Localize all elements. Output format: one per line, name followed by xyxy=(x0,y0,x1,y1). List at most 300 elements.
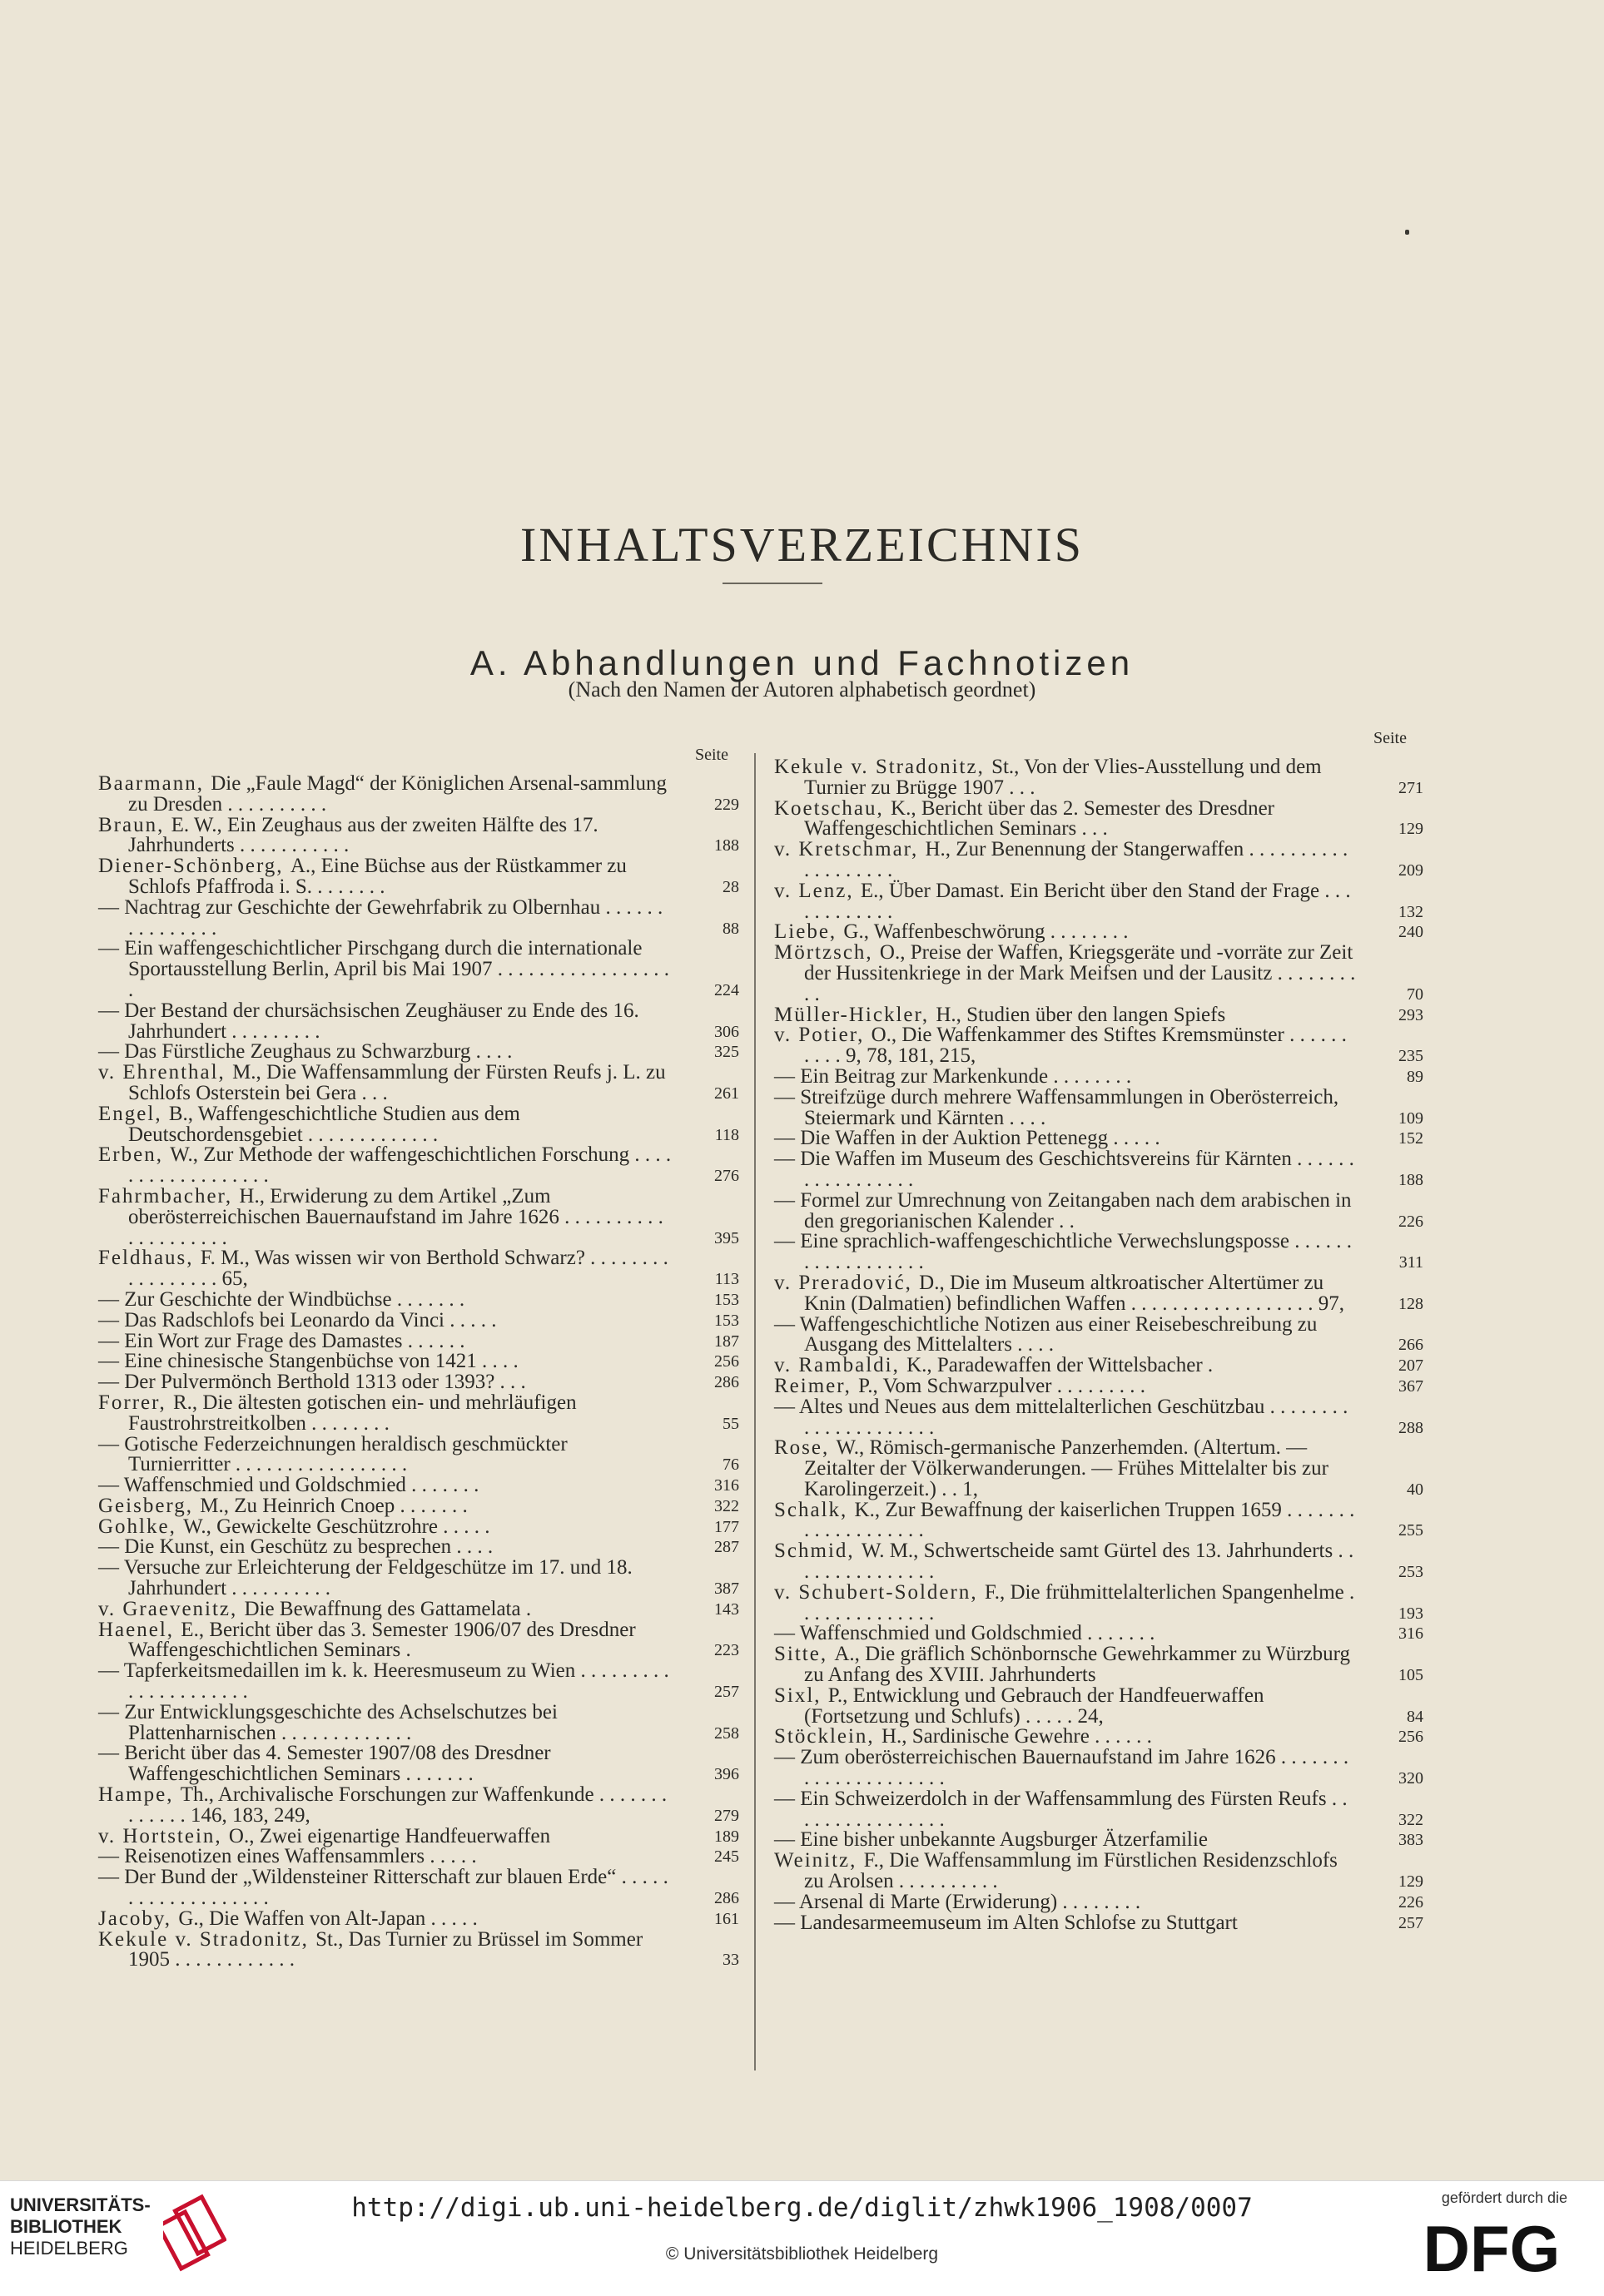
toc-entry-page: 33 xyxy=(723,1951,739,1970)
toc-entry xyxy=(774,1128,1423,1149)
toc-entry-text: H., Erwiderung zu dem Artikel „Zum oberösterreichischen Bauernaufstand im Jahre 1626 . . . . . . . . . . . . . . . . . . . . xyxy=(128,1184,663,1249)
toc-entry-title xyxy=(98,1432,684,1476)
toc-entry-title xyxy=(98,1372,684,1393)
toc-entry-page: 253 xyxy=(1398,1563,1423,1582)
toc-entry xyxy=(98,1743,739,1785)
toc-entry-page: 209 xyxy=(1398,860,1423,880)
toc-entry-title xyxy=(98,1517,684,1538)
toc-entry-text: M., Zu Heinrich Cnoep . . . . . . . xyxy=(200,1494,468,1517)
toc-entry-title xyxy=(774,1686,1368,1728)
dfg-logo-text: DFG xyxy=(1423,2214,1561,2279)
toc-entry-title xyxy=(98,1927,684,1971)
toc-entry-page: 129 xyxy=(1398,820,1423,839)
toc-entry-title xyxy=(98,1287,684,1311)
toc-entry-title xyxy=(98,1909,684,1930)
toc-entry-text: W. M., Schwertscheide samt Gürtel des 13. Jahrhunderts . . . . . . . . . . . . . . . xyxy=(804,1540,1354,1584)
toc-entry xyxy=(774,1397,1423,1439)
right-column xyxy=(774,757,1423,1933)
toc-entry-text: — Der Pulvermönch Berthold 1313 oder 1393? . . . xyxy=(98,1371,526,1394)
toc-entry xyxy=(98,1847,739,1867)
toc-entry xyxy=(774,1892,1423,1913)
left-column-page-header: Seite xyxy=(695,746,728,764)
toc-entry-author: v. Kretschmar, xyxy=(774,838,926,861)
toc-entry-page: 287 xyxy=(714,1538,739,1557)
toc-entry xyxy=(774,1376,1423,1397)
toc-entry xyxy=(774,1789,1423,1831)
toc-entry-title xyxy=(774,796,1368,841)
toc-entry-text: — Ein Schweizerdolch in der Waffensammlung des Fürsten Reufs . . . . . . . . . . . . . . . . xyxy=(774,1787,1348,1831)
toc-entry-author: Geisberg, xyxy=(98,1494,201,1517)
toc-entry-page: 256 xyxy=(1398,1728,1423,1747)
toc-entry-title xyxy=(774,1005,1368,1026)
toc-entry-title xyxy=(774,1644,1368,1686)
toc-entry-text: W., Gewickelte Geschützrohre . . . . . xyxy=(183,1515,490,1538)
toc-entry-page: 255 xyxy=(1398,1521,1423,1540)
toc-entry-text: O., Preise der Waffen, Kriegsgeräte und -vorräte zur Zeit der Hussitenkriege in der Mark Meifsen und der Lausitz . . . . . . . . . . xyxy=(804,941,1356,1005)
toc-entry-page: 177 xyxy=(714,1517,739,1536)
toc-entry-page: 132 xyxy=(1398,902,1423,921)
toc-entry xyxy=(98,1475,739,1496)
toc-entry-page: 161 xyxy=(714,1909,739,1928)
toc-entry xyxy=(98,813,739,857)
toc-entry-title xyxy=(774,1312,1368,1356)
toc-entry xyxy=(774,1500,1423,1542)
toc-entry xyxy=(98,1042,739,1063)
toc-entry xyxy=(774,757,1423,799)
toc-entry-text: A., Die gräflich Schönbornsche Gewehrkammer zu Würzburg zu Anfang des XVIII. Jahrhunderts xyxy=(804,1643,1351,1687)
toc-entry xyxy=(98,1372,739,1393)
funding-label: gefördert durch die xyxy=(1441,2189,1567,2206)
toc-entry-page: 188 xyxy=(1398,1170,1423,1189)
toc-entry-page: 128 xyxy=(1398,1294,1423,1313)
toc-entry-title xyxy=(98,774,684,816)
toc-entry-page: 88 xyxy=(723,919,739,938)
toc-entry-page: 261 xyxy=(714,1084,739,1103)
toc-entry-text: D., Die im Museum altkroatischer Altertümer zu Knin (Dalmatien) befindlichen Waffen . . . . . . . . . . . . . . . . . . 97, xyxy=(804,1271,1345,1315)
toc-entry-text: — Landesarmeemuseum im Alten Schlofse zu Stuttgart xyxy=(774,1911,1238,1934)
toc-entry xyxy=(774,1748,1423,1789)
toc-entry xyxy=(98,856,739,898)
toc-entry-page: 279 xyxy=(714,1806,739,1825)
toc-entry-text: — Eine chinesische Stangenbüchse von 1421 . . . . xyxy=(98,1350,519,1373)
toc-entry-title xyxy=(98,1558,684,1599)
toc-entry-title xyxy=(98,813,684,857)
toc-entry-text: — Waffengeschichtliche Notizen aus einer Reisebeschreibung zu Ausgang des Mittelalters . . . . xyxy=(774,1312,1318,1356)
toc-entry xyxy=(98,939,739,1000)
toc-entry xyxy=(774,1830,1423,1851)
toc-entry-title xyxy=(98,1867,684,1909)
toc-entry xyxy=(774,1025,1423,1067)
toc-entry-text: F., Die Waffensammlung im Fürstlichen Residenzschlofs zu Arolsen . . . . . . . . . . xyxy=(804,1849,1338,1893)
toc-entry-author: Hampe, xyxy=(98,1783,181,1807)
toc-entry xyxy=(774,840,1423,881)
toc-entry-text: H., Studien über den langen Spiefs xyxy=(936,1003,1226,1026)
toc-entry-author: Schmid, xyxy=(774,1540,862,1563)
toc-entry-title xyxy=(774,757,1368,799)
toc-entry xyxy=(774,1149,1423,1191)
toc-entry xyxy=(98,1909,739,1930)
toc-entry xyxy=(98,1287,739,1311)
toc-entry-title xyxy=(774,1500,1368,1542)
toc-entry xyxy=(98,1351,739,1372)
toc-entry-page: 325 xyxy=(714,1043,739,1062)
toc-entry-author: v. Lenz, xyxy=(774,879,861,902)
toc-entry-author: Stöcklein, xyxy=(774,1725,881,1748)
section-heading: A. Abhandlungen und Fachnotizen xyxy=(469,642,1135,682)
toc-entry-text: — Tapferkeitsmedaillen im k. k. Heeresmuseum zu Wien . . . . . . . . . . . . . . . . . . . . . xyxy=(98,1659,669,1703)
toc-entry xyxy=(774,1913,1423,1934)
toc-entry-author: Schalk, xyxy=(774,1498,855,1521)
toc-entry-author: v. Hortstein, xyxy=(98,1824,229,1847)
toc-entry-title xyxy=(98,856,684,898)
toc-entry-title xyxy=(774,1913,1368,1934)
toc-entry xyxy=(774,1005,1423,1026)
toc-entry-text: — Streifzüge durch mehrere Waffensammlungen in Oberösterreich, Steiermark und Kärnten . . . . xyxy=(774,1085,1339,1129)
toc-entry xyxy=(774,922,1423,943)
toc-entry-author: Mörtzsch, xyxy=(774,941,880,965)
toc-entry-author: Baarmann, xyxy=(98,772,211,795)
toc-entry-text: Die „Faule Magd“ der Königlichen Arsenal-sammlung zu Dresden . . . . . . . . . . xyxy=(128,772,668,816)
toc-entry-page: 76 xyxy=(723,1455,739,1475)
toc-entry-title xyxy=(774,1025,1368,1067)
toc-entry xyxy=(98,1620,739,1662)
toc-entry-title xyxy=(774,1892,1368,1913)
toc-entry-page: 286 xyxy=(714,1373,739,1392)
toc-entry-text: — Der Bund der „Wildensteiner Ritterschaft zur blauen Erde“ . . . . . . . . . . . . . . . . . . . xyxy=(98,1866,668,1910)
toc-entry-page: 152 xyxy=(1398,1129,1423,1148)
permalink-url[interactable]: http://digi.ub.uni-heidelberg.de/diglit/zhwk1906_1908/0007 xyxy=(351,2193,1253,2223)
toc-entry-author: v. Rambaldi, xyxy=(774,1354,907,1377)
toc-entry xyxy=(98,1432,739,1476)
toc-entry-title xyxy=(98,1785,684,1827)
toc-entry xyxy=(774,881,1423,923)
toc-entry-author: Haenel, xyxy=(98,1618,181,1641)
toc-entry xyxy=(774,1085,1423,1129)
footer-bar xyxy=(0,2180,1604,2296)
toc-entry-title xyxy=(774,881,1368,923)
library-name-line1: UNIVERSITÄTS- xyxy=(10,2194,151,2215)
toc-entry-author: Feldhaus, xyxy=(98,1247,201,1270)
toc-entry-title xyxy=(774,943,1368,1004)
toc-entry-page: 276 xyxy=(714,1167,739,1186)
toc-entry-page: 40 xyxy=(1407,1480,1423,1499)
toc-entry-text: — Ein Wort zur Frage des Damastes . . . . . . xyxy=(98,1329,465,1352)
page-title: INHALTSVERZEICHNIS xyxy=(520,517,1084,572)
toc-entry-text: — Bericht über das 4. Semester 1907/08 des Dresdner Waffengeschichtlichen Seminars . . . . . . . xyxy=(98,1742,551,1786)
toc-entry-text: — Nachtrag zur Geschichte der Gewehrfabrik zu Olbernhau . . . . . . . . . . . . . . . xyxy=(98,895,663,940)
toc-entry-page: 207 xyxy=(1398,1356,1423,1376)
toc-entry-page: 84 xyxy=(1407,1707,1423,1726)
toc-entry-text: E., Über Damast. Ein Bericht über den Stand der Frage . . . . . . . . . . . . xyxy=(804,879,1351,923)
section-subtitle: (Nach den Namen der Autoren alphabetisch geordnet) xyxy=(568,677,1036,702)
toc-entry-title xyxy=(98,1599,684,1620)
toc-entry-title xyxy=(774,922,1368,943)
toc-entry-page: 293 xyxy=(1398,1005,1423,1024)
toc-entry-author: Rose, xyxy=(774,1436,837,1460)
toc-entry xyxy=(98,1517,739,1538)
toc-entry xyxy=(774,796,1423,841)
toc-entry xyxy=(98,1001,739,1043)
toc-entry-title xyxy=(98,1847,684,1867)
toc-entry xyxy=(774,1064,1423,1088)
toc-entry-text: — Die Waffen im Museum des Geschichtsvereins für Kärnten . . . . . . . . . . . . . . . . . xyxy=(774,1148,1354,1191)
toc-entry xyxy=(774,1624,1423,1644)
toc-entry xyxy=(774,1232,1423,1273)
toc-entry-title xyxy=(774,1128,1368,1149)
toc-entry-page: 153 xyxy=(714,1311,739,1330)
toc-entry-text: — Waffenschmied und Goldschmied . . . . . . . xyxy=(98,1474,479,1497)
toc-entry-title xyxy=(98,1184,684,1249)
toc-entry-author: Sixl, xyxy=(774,1684,828,1707)
ink-speck xyxy=(1405,230,1409,235)
toc-entry-title xyxy=(774,1851,1368,1892)
toc-entry xyxy=(774,1727,1423,1748)
toc-entry xyxy=(774,1312,1423,1356)
toc-entry-author: v. Schubert-Soldern, xyxy=(774,1580,985,1604)
toc-entry-text: B., Waffengeschichtliche Studien aus dem Deutschordensgebiet . . . . . . . . . . . . . xyxy=(128,1102,520,1146)
toc-entry-page: 320 xyxy=(1398,1769,1423,1788)
toc-entry-author: Sitte, xyxy=(774,1643,835,1666)
toc-entry-title xyxy=(98,1063,684,1104)
toc-entry-author: v. Ehrenthal, xyxy=(98,1061,233,1084)
toc-entry-title xyxy=(98,1104,684,1146)
toc-entry-text: K., Zur Bewaffnung der kaiserlichen Truppen 1659 . . . . . . . . . . . . . . . . . . . xyxy=(804,1498,1355,1542)
dfg-logo-icon[interactable] xyxy=(1413,2214,1571,2279)
toc-entry-page: 288 xyxy=(1398,1418,1423,1437)
toc-entry xyxy=(98,1496,739,1517)
toc-entry-page: 256 xyxy=(714,1352,739,1371)
toc-entry-title xyxy=(774,1748,1368,1789)
toc-entry-text: H., Zur Benennung der Stangerwaffen . . . . . . . . . . . . . . . . . . . xyxy=(804,838,1348,881)
toc-entry-author: Weinitz, xyxy=(774,1849,864,1872)
toc-entry xyxy=(98,1063,739,1104)
toc-entry-text: — Die Waffen in der Auktion Pettenegg . . . . . xyxy=(774,1127,1160,1150)
toc-entry-title xyxy=(774,1273,1368,1315)
toc-entry-page: 226 xyxy=(1398,1212,1423,1231)
toc-entry-page: 70 xyxy=(1407,984,1423,1004)
toc-entry-title xyxy=(98,895,684,940)
toc-entry-title xyxy=(98,1700,684,1744)
toc-entry-text: — Arsenal di Marte (Erwiderung) . . . . . . . . xyxy=(774,1890,1141,1913)
toc-entry-title xyxy=(774,1397,1368,1439)
toc-entry xyxy=(98,1867,739,1909)
toc-entry-title xyxy=(98,1824,684,1847)
toc-entry-page: 316 xyxy=(714,1476,739,1495)
toc-entry xyxy=(774,1644,1423,1686)
toc-entry-title xyxy=(98,1001,684,1043)
toc-entry-text: — Zum oberösterreichischen Bauernaufstand im Jahre 1626 . . . . . . . . . . . . . . . . . . . . . xyxy=(774,1746,1349,1790)
toc-entry-title xyxy=(774,1789,1368,1831)
toc-entry-text: — Das Fürstliche Zeughaus zu Schwarzburg . . . . xyxy=(98,1040,513,1064)
toc-entry-title xyxy=(98,1661,684,1703)
toc-entry-text: — Eine bisher unbekannte Augsburger Ätzerfamilie xyxy=(774,1828,1208,1852)
toc-entry-text: O., Die Waffenkammer des Stiftes Kremsmünster . . . . . . . . . . 9, 78, 181, 215, xyxy=(804,1024,1347,1068)
toc-entry-text: — Zur Geschichte der Windbüchse . . . . . . . xyxy=(98,1287,465,1311)
toc-entry xyxy=(98,1184,739,1249)
toc-entry-text: K., Bericht über das 2. Semester des Dresdner Waffengeschichtlichen Seminars . . . xyxy=(804,796,1275,841)
toc-entry-author: Gohlke, xyxy=(98,1515,184,1538)
toc-entry-page: 257 xyxy=(1398,1913,1423,1932)
toc-entry-author: v. Potier, xyxy=(774,1024,872,1047)
toc-entry-page: 322 xyxy=(714,1496,739,1515)
toc-entry-text: — Eine sprachlich-waffengeschichtliche Verwechslungsposse . . . . . . . . . . . . . . . . . . xyxy=(774,1230,1353,1274)
toc-entry-title xyxy=(774,1624,1368,1644)
toc-entry-author: v. Graevenitz, xyxy=(98,1597,245,1620)
toc-entry-title xyxy=(98,1145,684,1187)
toc-entry xyxy=(98,1393,739,1435)
toc-entry xyxy=(98,1145,739,1187)
toc-entry-author: Engel, xyxy=(98,1102,169,1125)
toc-entry-page: 188 xyxy=(714,836,739,855)
toc-entry-page: 387 xyxy=(714,1579,739,1599)
toc-entry-page: 245 xyxy=(714,1847,739,1867)
toc-entry-author: Liebe, xyxy=(774,920,844,944)
toc-entry-title xyxy=(774,1727,1368,1748)
toc-entry-text: — Ein waffengeschichtlicher Pirschgang durch die internationale Sportausstellung Berlin, April bis Mai 1907 . . . . . . . . . . . . . . . . . . xyxy=(98,937,669,1001)
toc-entry-text: E. W., Ein Zeughaus aus der zweiten Hälfte des 17. Jahrhunderts . . . . . . . . . . . xyxy=(128,813,598,857)
toc-entry xyxy=(98,1599,739,1620)
toc-entry-title xyxy=(774,1376,1368,1397)
toc-entry-text: K., Paradewaffen der Wittelsbacher . xyxy=(906,1354,1214,1377)
toc-entry-title xyxy=(98,1743,684,1785)
toc-entry xyxy=(774,1438,1423,1500)
toc-entry-page: 271 xyxy=(1398,778,1423,797)
toc-entry-page: 28 xyxy=(723,877,739,896)
toc-entry xyxy=(98,774,739,816)
toc-entry-title xyxy=(774,1580,1368,1624)
toc-entry-text: G., Waffenbeschwörung . . . . . . . . xyxy=(843,920,1129,944)
toc-entry-page: 118 xyxy=(714,1125,739,1144)
toc-entry-page: 129 xyxy=(1398,1872,1423,1892)
toc-entry-text: H., Sardinische Gewehre . . . . . . xyxy=(881,1725,1152,1748)
toc-entry-text: P., Vom Schwarzpulver . . . . . . . . . xyxy=(858,1374,1145,1397)
toc-entry-author: Diener-Schönberg, xyxy=(98,855,291,878)
toc-entry-page: 89 xyxy=(1407,1067,1423,1086)
toc-entry-page: 55 xyxy=(723,1414,739,1433)
toc-entry xyxy=(774,1356,1423,1376)
toc-entry-text: W., Zur Methode der waffengeschichtlichen Forschung . . . . . . . . . . . . . . . . . . xyxy=(128,1143,672,1188)
toc-entry-title xyxy=(774,1438,1368,1500)
copyright-notice: © Universitätsbibliothek Heidelberg xyxy=(665,2244,939,2264)
toc-entry-title xyxy=(98,1475,684,1496)
toc-entry-text: — Die Kunst, ein Geschütz zu besprechen . . . . xyxy=(98,1535,494,1559)
toc-entry-title xyxy=(98,1351,684,1372)
toc-entry-title xyxy=(774,1149,1368,1191)
toc-entry-page: 153 xyxy=(714,1290,739,1309)
toc-entry-title xyxy=(774,840,1368,881)
toc-entry-author: Kekule v. Stradonitz, xyxy=(774,756,992,778)
right-column-page-header: Seite xyxy=(1373,729,1407,747)
toc-entry xyxy=(98,1700,739,1744)
toc-entry-page: 187 xyxy=(714,1331,739,1351)
toc-entry-title xyxy=(98,1537,684,1558)
toc-entry-title xyxy=(98,1248,684,1290)
toc-entry-title xyxy=(98,1308,684,1331)
toc-entry xyxy=(98,1308,739,1331)
left-column xyxy=(98,774,739,1971)
toc-entry-title xyxy=(774,1830,1368,1851)
toc-entry-page: 286 xyxy=(714,1889,739,1908)
toc-entry-title xyxy=(98,1496,684,1517)
toc-entry-text: — Der Bestand der chursächsischen Zeughäuser zu Ende des 16. Jahrhundert . . . . . . . . . xyxy=(98,999,639,1043)
toc-entry-author: Reimer, xyxy=(774,1374,859,1397)
toc-entry-page: 396 xyxy=(714,1765,739,1784)
toc-entry-text: E., Bericht über das 3. Semester 1906/07 des Dresdner Waffengeschichtlichen Seminars . xyxy=(128,1618,636,1662)
toc-entry-page: 258 xyxy=(714,1723,739,1743)
toc-entry-text: — Formel zur Umrechnung von Zeitangaben nach dem arabischen in den gregorianischen Kalender . . xyxy=(774,1188,1352,1232)
toc-entry-text: — Das Radschlofs bei Leonardo da Vinci . . . . . xyxy=(98,1308,497,1331)
toc-entry-text: O., Zwei eigenartige Handfeuerwaffen xyxy=(228,1824,551,1847)
toc-entry-title xyxy=(98,939,684,1000)
column-divider xyxy=(754,753,756,2070)
toc-entry xyxy=(774,1273,1423,1315)
toc-entry-author: Braun, xyxy=(98,813,171,836)
toc-entry xyxy=(98,1558,739,1599)
library-name-line3: HEIDELBERG xyxy=(10,2238,128,2259)
toc-entry-page: 113 xyxy=(714,1270,739,1289)
toc-entry-title xyxy=(774,1064,1368,1088)
toc-entry-text: — Reisenotizen eines Waffensammlers . . . . . xyxy=(98,1845,477,1868)
toc-entry-text: — Ein Beitrag zur Markenkunde . . . . . . . . xyxy=(774,1064,1132,1088)
toc-entry-title xyxy=(774,1232,1368,1273)
toc-entry-title xyxy=(774,1085,1368,1129)
title-divider xyxy=(723,583,822,584)
toc-entry xyxy=(98,1824,739,1847)
toc-entry xyxy=(98,1661,739,1703)
toc-entry-text: W., Römisch-germanische Panzerhemden. (Altertum. — Zeitalter der Völkerwanderungen. — Frühes Mittelalter bis zur Karolingerzeit.) . . 1, xyxy=(804,1436,1328,1500)
toc-entry-text: St., Von der Vlies-Ausstellung und dem Turnier zu Brügge 1907 . . . xyxy=(804,756,1322,799)
toc-entry-page: 316 xyxy=(1398,1624,1423,1644)
toc-entry-text: — Altes und Neues aus dem mittelalterlichen Geschützbau . . . . . . . . . . . . . . . . . . . . . xyxy=(774,1395,1348,1439)
toc-entry xyxy=(774,1541,1423,1583)
toc-entry xyxy=(774,1686,1423,1728)
toc-entry xyxy=(98,895,739,940)
toc-entry-text: F. M., Was wissen wir von Berthold Schwarz? . . . . . . . . . . . . . . . . . 65, xyxy=(128,1247,668,1291)
toc-entry-author: Forrer, xyxy=(98,1391,173,1414)
toc-entry-page: 235 xyxy=(1398,1047,1423,1066)
toc-entry-title xyxy=(98,1042,684,1063)
toc-entry-title xyxy=(98,1393,684,1435)
toc-entry xyxy=(98,1104,739,1146)
toc-entry-page: 226 xyxy=(1398,1892,1423,1912)
toc-entry-text: G., Die Waffen von Alt-Japan . . . . . xyxy=(178,1907,478,1930)
toc-entry-page: 109 xyxy=(1398,1108,1423,1128)
toc-entry-page: 306 xyxy=(714,1022,739,1041)
toc-entry-page: 266 xyxy=(1398,1336,1423,1355)
toc-entry-page: 367 xyxy=(1398,1376,1423,1396)
toc-entry-page: 224 xyxy=(714,980,739,999)
toc-entry-title xyxy=(774,1188,1368,1232)
toc-entry-text: R., Die ältesten gotischen ein- und mehrläufigen Faustrohrstreitkolben . . . . . . . . xyxy=(128,1391,577,1435)
toc-entry-page: 257 xyxy=(714,1683,739,1702)
toc-entry-page: 143 xyxy=(714,1599,739,1619)
toc-entry-page: 322 xyxy=(1398,1810,1423,1829)
toc-entry-author: Koetschau, xyxy=(774,796,891,820)
toc-entry xyxy=(774,1580,1423,1624)
toc-entry-page: 193 xyxy=(1398,1604,1423,1623)
toc-entry xyxy=(98,1785,739,1827)
toc-entry-text: F., Die frühmittelalterlichen Spangenhelme . . . . . . . . . . . . . . xyxy=(804,1580,1355,1624)
toc-entry-page: 105 xyxy=(1398,1666,1423,1685)
toc-entry-page: 223 xyxy=(714,1641,739,1660)
toc-entry-text: St., Das Turnier zu Brüssel im Sommer 1905 . . . . . . . . . . . . xyxy=(128,1927,643,1971)
toc-entry-author: v. Preradović, xyxy=(774,1271,920,1294)
toc-entry xyxy=(774,1851,1423,1892)
toc-entry xyxy=(98,1927,739,1971)
toc-entry-author: Kekule v. Stradonitz, xyxy=(98,1927,316,1951)
toc-entry-author: Jacoby, xyxy=(98,1907,179,1930)
toc-entry-page: 395 xyxy=(714,1228,739,1247)
